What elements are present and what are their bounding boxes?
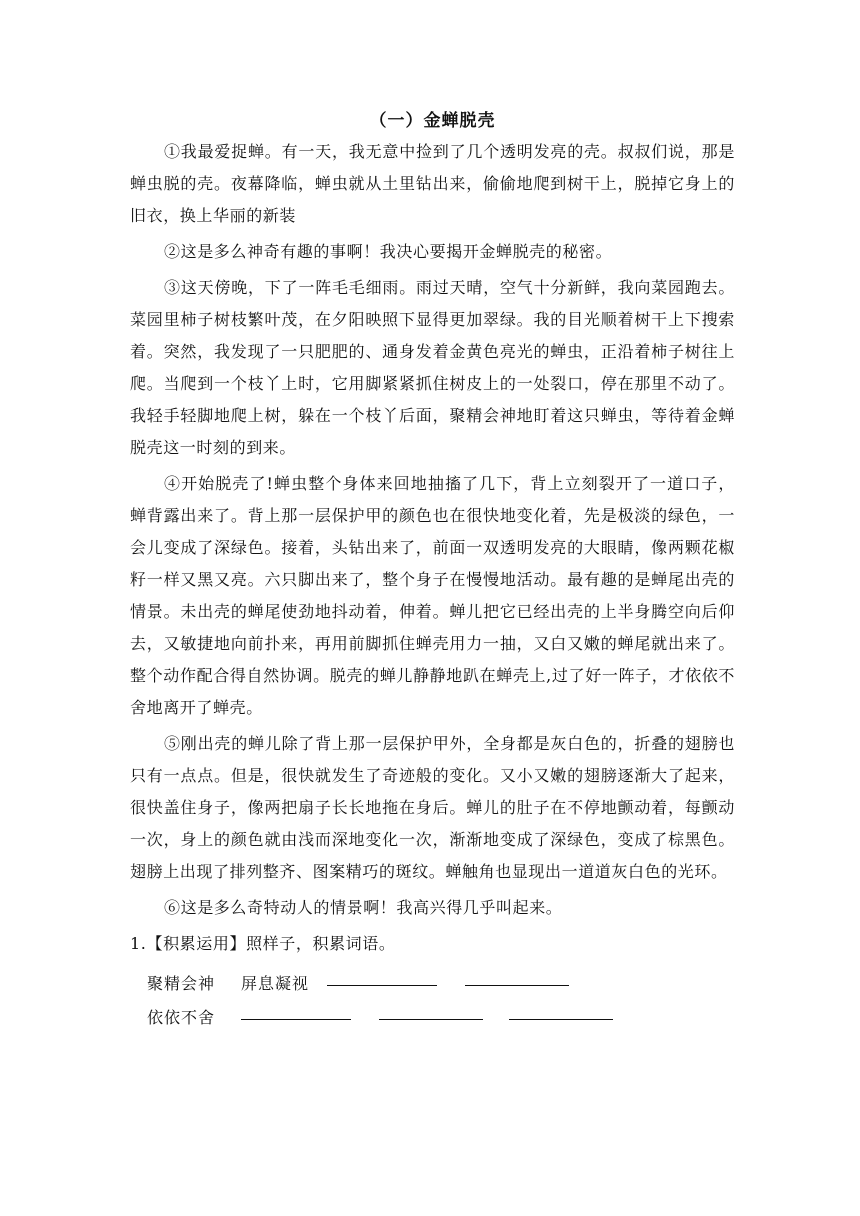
answer-blank-1[interactable] <box>327 985 437 986</box>
paragraph-3: ③这天傍晚，下了一阵毛毛细雨。雨过天晴，空气十分新鲜，我向菜园跑去。菜园里柿子树枝繁叶茂，在夕阳映照下显得更加翠绿。我的目光顺着树干上下搜索着。突然，我发现了一只肥肥的、通身发着金黄色亮光的蝉虫，正沿着柿子树往上爬。当爬到一个枝丫上时，它用脚紧紧抓住树皮上的一处裂口，停在那里不动了。我轻手轻脚地爬上树，躲在一个枝丫后面，聚精会神地盯着这只蝉虫，等待着金蝉脱壳这一时刻的到来。 <box>130 278 735 457</box>
example-word-3: 依依不舍 <box>147 1008 216 1027</box>
passage-title: （一）金蝉脱壳 <box>369 111 496 131</box>
paragraph-1: ①我最爱捉蝉。有一天，我无意中捡到了几个透明发亮的壳。叔叔们说，那是蝉虫脱的壳。夜幕降临，蝉虫就从土里钻出来，偷偷地爬到树干上，脱掉它身上的旧衣，换上华丽的新装 <box>130 142 735 225</box>
paragraph-2: ②这是多么神奇有趣的事啊！我决心要揭开金蝉脱壳的秘密。 <box>164 242 613 261</box>
answer-row-1 <box>147 960 735 994</box>
document-page <box>130 108 735 1028</box>
answer-blank-5[interactable] <box>509 1019 613 1020</box>
paragraph-5: ⑤刚出壳的蝉儿除了背上那一层保护甲外，全身都是灰白色的，折叠的翅膀也只有一点点。但是，很快就发生了奇迹般的变化。又小又嫩的翅膀逐渐大了起来，很快盖住身子，像两把扇子长长地拖在身后。蝉儿的肚子在不停地颤动着，每颤动一次，身上的颜色就由浅而深地变化一次，渐渐地变成了深绿色，变成了棕黑色。翅膀上出现了排列整齐、图案精巧的斑纹。蝉触角也显现出一道道灰白色的光环。 <box>130 734 735 881</box>
paragraph-4: ④开始脱壳了!蝉虫整个身体来回地抽搐了几下，背上立刻裂开了一道口子，蝉背露出来了。背上那一层保护甲的颜色也在很快地变化着，先是极淡的绿色，一会儿变成了深绿色。接着，头钻出来了，前面一双透明发亮的大眼睛，像两颗花椒籽一样又黑又亮。六只脚出来了，整个身子在慢慢地活动。最有趣的是蝉尾出壳的情景。未出壳的蝉尾使劲地抖动着，伸着。蝉儿把它已经出壳的上半身腾空向后仰去，又敏捷地向前扑来，再用前脚抓住蝉壳用力一抽，又白又嫩的蝉尾就出来了。整个动作配合得自然协调。脱壳的蝉儿静静地趴在蝉壳上,过了好一阵子，才依依不舍地离开了蝉壳。 <box>130 474 735 717</box>
answer-row-2 <box>147 994 735 1028</box>
example-word-2: 屏息凝视 <box>241 974 310 993</box>
paragraph-6: ⑥这是多么奇特动人的情景啊！我高兴得几乎叫起来。 <box>164 898 563 917</box>
answer-blank-4[interactable] <box>379 1019 483 1020</box>
answer-blank-3[interactable] <box>241 1019 351 1020</box>
example-word-1: 聚精会神 <box>147 974 216 993</box>
answer-blank-2[interactable] <box>465 985 569 986</box>
question-1: 1.【积累运用】照样子，积累词语。 <box>130 934 396 953</box>
